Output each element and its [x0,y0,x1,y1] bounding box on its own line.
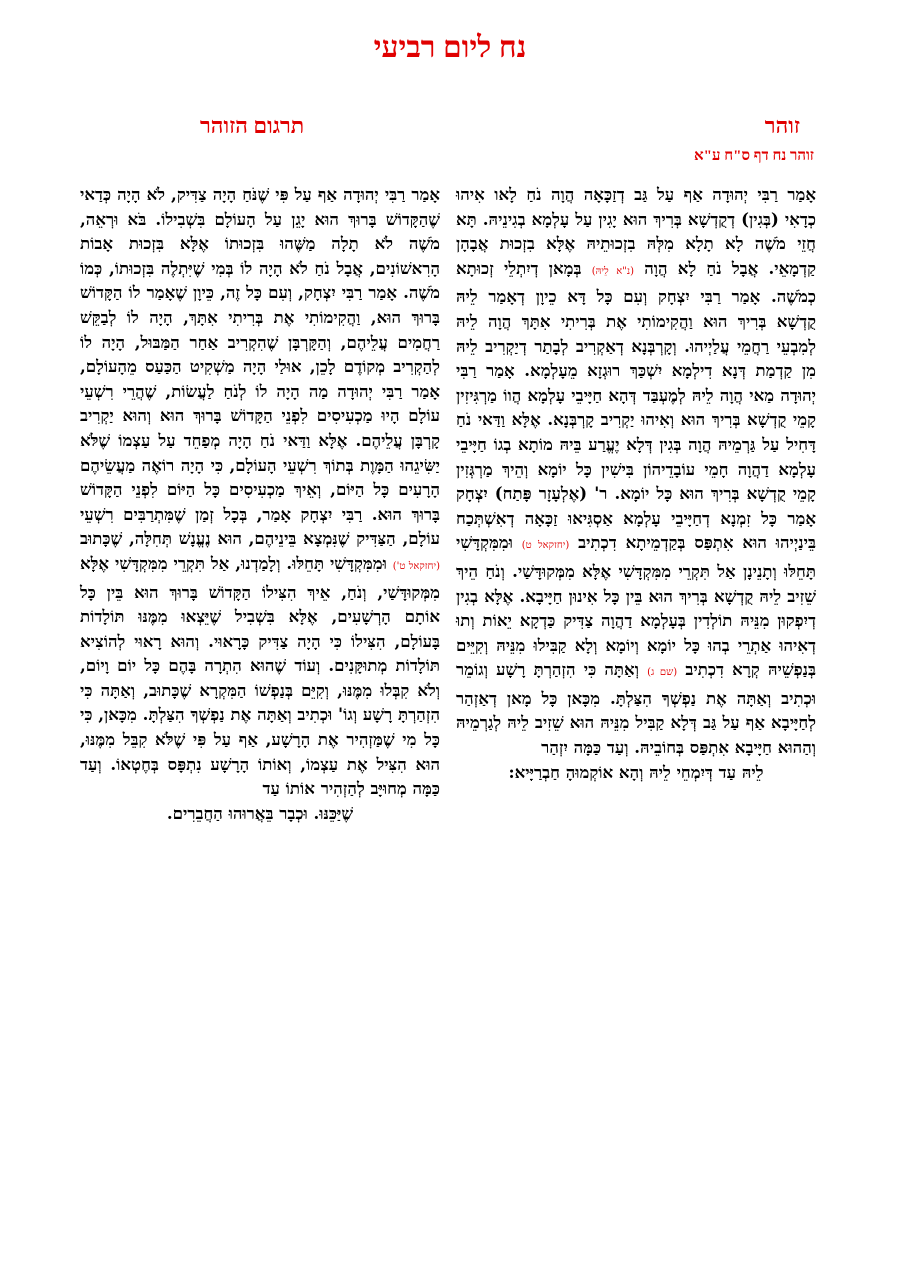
targum-closing-line: שֶׁיַּכֵּנּוּ. וּכְבָר בֵּאֲרוּהוּ הַחֲבֵרִים. [166,802,354,823]
zohar-verse-reference: (שם ג) [647,667,678,679]
zohar-verse-reference: (יחזקאל ט) [521,540,570,552]
zohar-closing-line: לֵיהּ עַד דְּיִמְחֵי לֵיהּ וְהָא אוֹקְמוּהָ חַבְרַיָּיא: [508,761,764,782]
targum-paragraph [80,182,440,825]
targum-text-segment: וּמִמִּקְדָּשִׁי תָּחֵלּוּ. וְלָמַדְנוּ, אַל תִּקְרֵי מִמִּקְדָּשִׁי אֶלָּא מִמְּקוּדָּשַׁי, וְנֹחַ, אֵיךְ הִצִּילוֹ הַקָּדוֹשׁ בָּרוּךְ הוּא בֵּין כָּל אוֹתָם הָרְשָׁעִים, אֶלָּא בִּשְׁבִיל שֶׁיֵּצְאוּ מִמֶּנּוּ תּוֹלָדוֹת בָּעוֹלָם, הִצִּילוֹ כִּי הָיָה צַדִּיק כָּרָאוּי. וְהוּא רָאוּי לְהוֹצִיא תּוֹלָדוֹת מְתוּקָּנִים. וְעוֹד שֶׁהוּא הִתְרָה בָּהֶם כָּל יוֹם וָיוֹם, וְלֹא קִבְּלוּ מִמֶּנּוּ, וְקִיֵּם בְּנַפְשׁוֹ הַמִּקְרָא שֶׁכָּתוּב, וְאַתָּה כִּי הִזְהַרְתָּ רָשָׁע וְגוֹ' וּכְתִיב וְאַתָּה אֶת נַפְשְׁךָ הִצַּלְתָּ. מִכָּאן, כִּי כָּל מִי שֶׁמַּזְהִיר אֶת הָרָשָׁע, אַף עַל פִּי שֶׁלֹּא קִבֵּל מִמֶּנּוּ, הוּא הִצִּיל אֶת עַצְמוֹ, וְאוֹתוֹ הָרָשָׁע נִתְפָּס בְּחֶטְאוֹ. וְעַד כַּמָּה מְחוּיָּב לְהַזְהִיר אוֹתוֹ עַד [80,552,440,799]
source-reference: זוהר נח דף ס"ח ע"א [694,148,814,164]
zohar-text-segment: בְּמָאן דְיִתְלֵי זְכוּתָא כְמֹשֶׁה. אָמַר רַבִּי יִצְחָק וְעִם כָּל דָּא כֵיוָן דְאָמַר לֵיהּ קֻדְשָׁא בְּרִיךְ הוּא וַהֲקִימוֹתִי אֶת בְּרִיתִי אִתָּךְ הֲוָה לֵיהּ לְמִבְעֵי רַחֲמֵי עֲלַיְיהוּ. וְקָרְבְּנָא דְאַקְרִיב לְבָתַר דְיַקְרִיב לֵיהּ מִן קַדְמַת דְּנָא דִילְמָא יִשְׁכַּךְ רוּגְזָא מֵעָלְמָא. אָמַר רַבִּי יְהוּדָה מַאי הֲוָה לֵיהּ לְמֶעְבַּד דְּהָא חַיָּיבֵי עָלְמָא הֲווֹ מַרְגִּיזִין קָמֵי קֻדְשָׁא בְּרִיךְ הוּא וְאִיהוּ יַקְרִיב קָרְבְּנָא. אֶלָּא וַדַּאי נֹחַ דָּחִיל עַל גַּרְמֵיהּ הֲוָה בְּגִין דְּלָא יֶעֱרַע בֵּיהּ מוֹתָא בְגוֹ חַיָּיבֵי עָלְמָא דַהֲוָה חָמֵי עוֹבָדֵיהוֹן בִּישִׁין כָּל יוֹמָא וְהֵיךְ מַרְגְּזִין קָמֵי קֻדְשָׁא בְּרִיךְ הוּא כָּל יוֹמָא. ר' (אֶלְעָזָר פָּתַח) יִצְחָק אָמַר כָּל זִמְנָא דְחַיָּיבֵי עָלְמָא אַסְגִּיאוּ זַכָּאָה דְאִשְׁתְּכַח בֵּינַיְיהוּ הוּא אִתְפַּס בְּקַדְמֵיתָא דִכְתִיב [456,257,817,553]
zohar-text-segment: וּמִמִּקְדָּשִׁי תָּחֵלּוּ וְתָנֵינָן אַל תִּקְרֵי מִמִּקְדָּשִׁי אֶלָּא מִמְּקוּדָּשַׁי. וְנֹחַ הֵיךְ שֵׁזִיב לֵיהּ קֻדְשָׁא בְּרִיךְ הוּא בֵּין כָּל אִינוּן חַיָּיבָא. אֶלָּא בְגִין דְיִפְקוּן מִנֵּיהּ תוֹלְדִין בְּעָלְמָא דַהֲוָה צַדִּיק כַּדְקָא יֵאוֹת וְתוּ דְאִיהוּ אַתְרֵי בְהוּ כָּל יוֹמָא וְיוֹמָא וְלָא קַבִּילוּ מִנֵּיהּ וְקִיֵּים בְּנַפְשֵׁיהּ קְרָא דִכְתִיב [456,532,817,680]
page-title: נח ליום רביעי [373,31,527,64]
zohar-text-column [456,182,816,784]
targum-text-column [80,182,440,825]
zohar-text-segment: אָמַר רַבִּי יְהוּדָה אַף עַל גַּב דְזַכָּאָה הֲוָה נֹחַ לָאו אִיהוּ כְדָאִי (בְּגִין) דְקֻדְשָׁא בְּרִיךְ הוּא יָגִין עַל עָלְמָא בְגִינֵיהּ. תָּא חֲזֵי מֹשֶׁה לָא תָלָא מִלְּהּ בִזְכוּתֵיהּ אֶלָּא בִזְכוּת אֲבָהָן קַדְמָאֵי. אֲבָל נֹחַ לָא הֲוָה [456,184,816,278]
targum-verse-reference: (יחזקאל ט') [392,560,440,572]
zohar-text-segment: וְאַתָּה כִּי הִזְהַרְתָּ רָשָׁע וְגוֹמֵר וּכְתִיב וְאַתָּה אֶת נַפְשְׁךָ הִצַּלְתָּ. מִכָּאן כָּל מָאן דְאַזְהַר לְחַיָּיבָא אַף עַל גַּב דְּלָא קַבִּיל מִנֵּיהּ הוּא שֵׁזִיב לֵיהּ לְגַרְמֵיהּ וְהַהוּא חַיָּיבָא אִתְפַּס בְּחוֹבֵיהּ. וְעַד כַּמָּה יִזְהַר [456,659,816,758]
zohar-column-heading: זוהר [764,113,800,138]
zohar-paragraph [456,182,816,784]
targum-column-heading: תרגום הזוהר [200,113,305,138]
targum-text-segment: אָמַר רַבִּי יְהוּדָה אַף עַל פִּי שֶׁנֹּחַ הָיָה צַדִּיק, לֹא הָיָה כְּדַאי שֶׁהַקָּדוֹשׁ בָּרוּךְ הוּא יָגֵן עַל הָעוֹלָם בִּשְׁבִילוֹ. בֹּא וּרְאֵה, מֹשֶׁה לֹא תָלָה מַשֶּׁהוּ בִּזְכוּתוֹ אֶלָּא בִּזְכוּת אָבוֹת הָרִאשׁוֹנִים, אֲבָל נֹחַ לֹא הָיָה לוֹ בְּמִי שֶׁיִּתְלֶה בִּזְכוּתוֹ, כְּמוֹ מֹשֶׁה. אָמַר רַבִּי יִצְחָק, וְעִם כָּל זֶה, כֵּיוָן שֶׁאָמַר לוֹ הַקָּדוֹשׁ בָּרוּךְ הוּא, וַהֲקִימוֹתִי אֶת בְּרִיתִי אִתָּךְ, הָיָה לוֹ לְבַקֵּשׁ רַחֲמִים עֲלֵיהֶם, וְהַקָּרְבָּן שֶׁהִקְרִיב אַחַר הַמַּבּוּל, הָיָה לוֹ לְהַקְרִיב מְקוֹדֶם לָכֵן, אוּלַי הָיָה מַשְׁקִיט הַכַּעַס מֵהָעוֹלָם, אָמַר רַבִּי יְהוּדָה מַה הָיָה לוֹ לְנֹחַ לַעֲשׂוֹת, שֶׁהֲרֵי רִשְׁעֵי עוֹלָם הָיוּ מַכְעִיסִים לִפְנֵי הַקָּדוֹשׁ בָּרוּךְ הוּא וְהוּא יַקְרִיב קָרְבָּן עֲלֵיהֶם. אֶלָּא וַדַּאי נֹחַ הָיָה מְפַחֵד עַל עַצְמוֹ שֶׁלֹּא יַשִּׂיגֵהוּ הַמָּוֶת בְּתוֹךְ רִשְׁעֵי הָעוֹלָם, כִּי הָיָה רוֹאֶה מַעֲשֵׂיהֶם הָרָעִים כָּל הַיּוֹם, וְאֵיךְ מַכְעִיסִים כָּל הַיּוֹם לִפְנֵי הַקָּדוֹשׁ בָּרוּךְ הוּא. רַבִּי יִצְחָק אָמַר, בְּכָל זְמַן שֶׁמִּתְרַבִּים רִשְׁעֵי עוֹלָם, הַצַּדִּיק שֶׁנִּמְצָא בֵּינֵיהֶם, הוּא נֶעֱנָשׁ תְּחִלָּה, שֶׁכָּתוּב [80,184,440,549]
zohar-variant-note: (נ"א לֵיהּ) [591,265,635,277]
